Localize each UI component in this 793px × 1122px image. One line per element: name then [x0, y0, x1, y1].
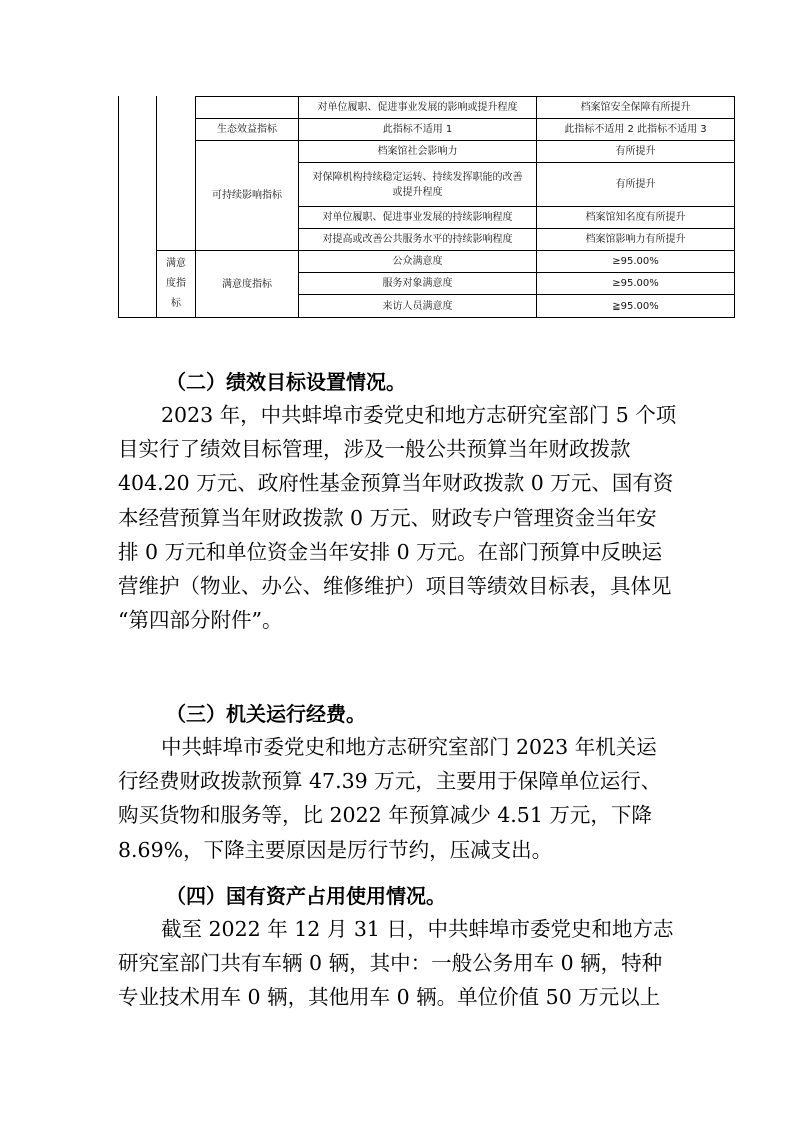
section-heading-state-assets: （四）国有资产占用使用情况。	[166, 884, 446, 908]
paragraph-line: 购买货物和服务等，比 2022 年预算减少 4.51 万元，下降	[118, 803, 652, 828]
table-cell-item: 对提高或改善公共服务水平的持续影响程度	[322, 234, 513, 245]
paragraph-line: “第四部分附件”。	[118, 608, 283, 633]
paragraph-line: 研究室部门共有车辆 0 辆，其中：一般公务用车 0 辆，特种	[118, 951, 663, 976]
table-cell-item: 来访人员满意度	[382, 300, 453, 312]
category-line: 度指	[166, 278, 186, 289]
table-cell-value: 档案馆影响力有所提升	[585, 234, 686, 245]
table-cell-item: 服务对象满意度	[382, 278, 453, 289]
table-cell-value: 此指标不适用 2 此指标不适用 3	[564, 124, 707, 135]
section-heading-operating-expenses: （三）机关运行经费。	[166, 702, 366, 726]
section-paragraph-performance-goals	[118, 398, 676, 637]
table-cell-item: 对单位履职、促进事业发展的持续影响程度	[322, 212, 513, 223]
paragraph-line: 本经营预算当年财政拨款 0 万元、财政专户管理资金当年安	[118, 505, 657, 530]
table-cell-item: 档案馆社会影响力	[377, 146, 458, 157]
category-line: 满意	[166, 258, 186, 269]
section-heading-performance-goals: （二）绩效目标设置情况。	[166, 370, 406, 394]
table-cell-indicator: 可持续影响指标	[212, 190, 282, 201]
paragraph-line: 2023 年，中共蚌埠市委党史和地方志研究室部门 5 个项	[161, 403, 677, 427]
paragraph-line: 404.20 万元、政府性基金预算当年财政拨款 0 万元、国有资	[118, 471, 674, 496]
table-cell-value: 有所提升	[615, 179, 656, 190]
table-cell-item: 公众满意度	[392, 256, 443, 267]
paragraph-line: 排 0 万元和单位资金当年安排 0 万元。在部门预算中反映运	[118, 539, 663, 564]
table-cell-value: ≧95.00%	[612, 300, 659, 312]
table-cell-value: ≥95.00%	[612, 278, 659, 289]
table-cell-value: 有所提升	[615, 146, 656, 157]
table-cell-item-line: 或提升程度	[392, 186, 443, 198]
paragraph-line: 截至 2022 年 12 月 31 日，中共蚌埠市委党史和地方志	[161, 917, 674, 941]
table-cell-value: ≥95.00%	[612, 256, 659, 267]
paragraph-line: 营维护（物业、办公、维修维护）项目等绩效目标表，具体见	[118, 573, 672, 598]
table-cell-category	[157, 251, 195, 317]
paragraph-line: 8.69%，下降主要原因是厉行节约，压减支出。	[118, 837, 553, 862]
paragraph-line: 目实行了绩效目标管理，涉及一般公共预算当年财政拨款	[118, 437, 631, 462]
table-cell-indicator: 满意度指标	[222, 278, 272, 290]
paragraph-line: 中共蚌埠市委党史和地方志研究室部门 2023 年机关运	[161, 735, 657, 759]
table-cell-value: 档案馆知名度有所提升	[585, 212, 686, 223]
table-cell-item: 此指标不适用 1	[382, 124, 453, 135]
table-cell-value: 档案馆安全保障有所提升	[580, 102, 691, 113]
table-cell-item: 对单位履职、促进事业发展的影响或提升程度	[317, 102, 518, 113]
table-cell-item	[299, 163, 536, 206]
paragraph-line: 行经费财政拨款预算 47.39 万元，主要用于保障单位运行、	[118, 769, 662, 794]
performance-indicator-table	[118, 96, 735, 318]
paragraph-line: 专业技术用车 0 辆，其他用车 0 辆。单位价值 50 万元以上	[118, 985, 661, 1010]
section-paragraph-state-assets	[118, 912, 673, 1015]
section-paragraph-operating-expenses	[118, 730, 661, 867]
table-cell-item-line: 对保障机构持续稳定运转、持续发挥职能的改善	[312, 171, 523, 183]
category-line: 标	[171, 298, 181, 309]
table-cell-indicator: 生态效益指标	[217, 124, 277, 135]
